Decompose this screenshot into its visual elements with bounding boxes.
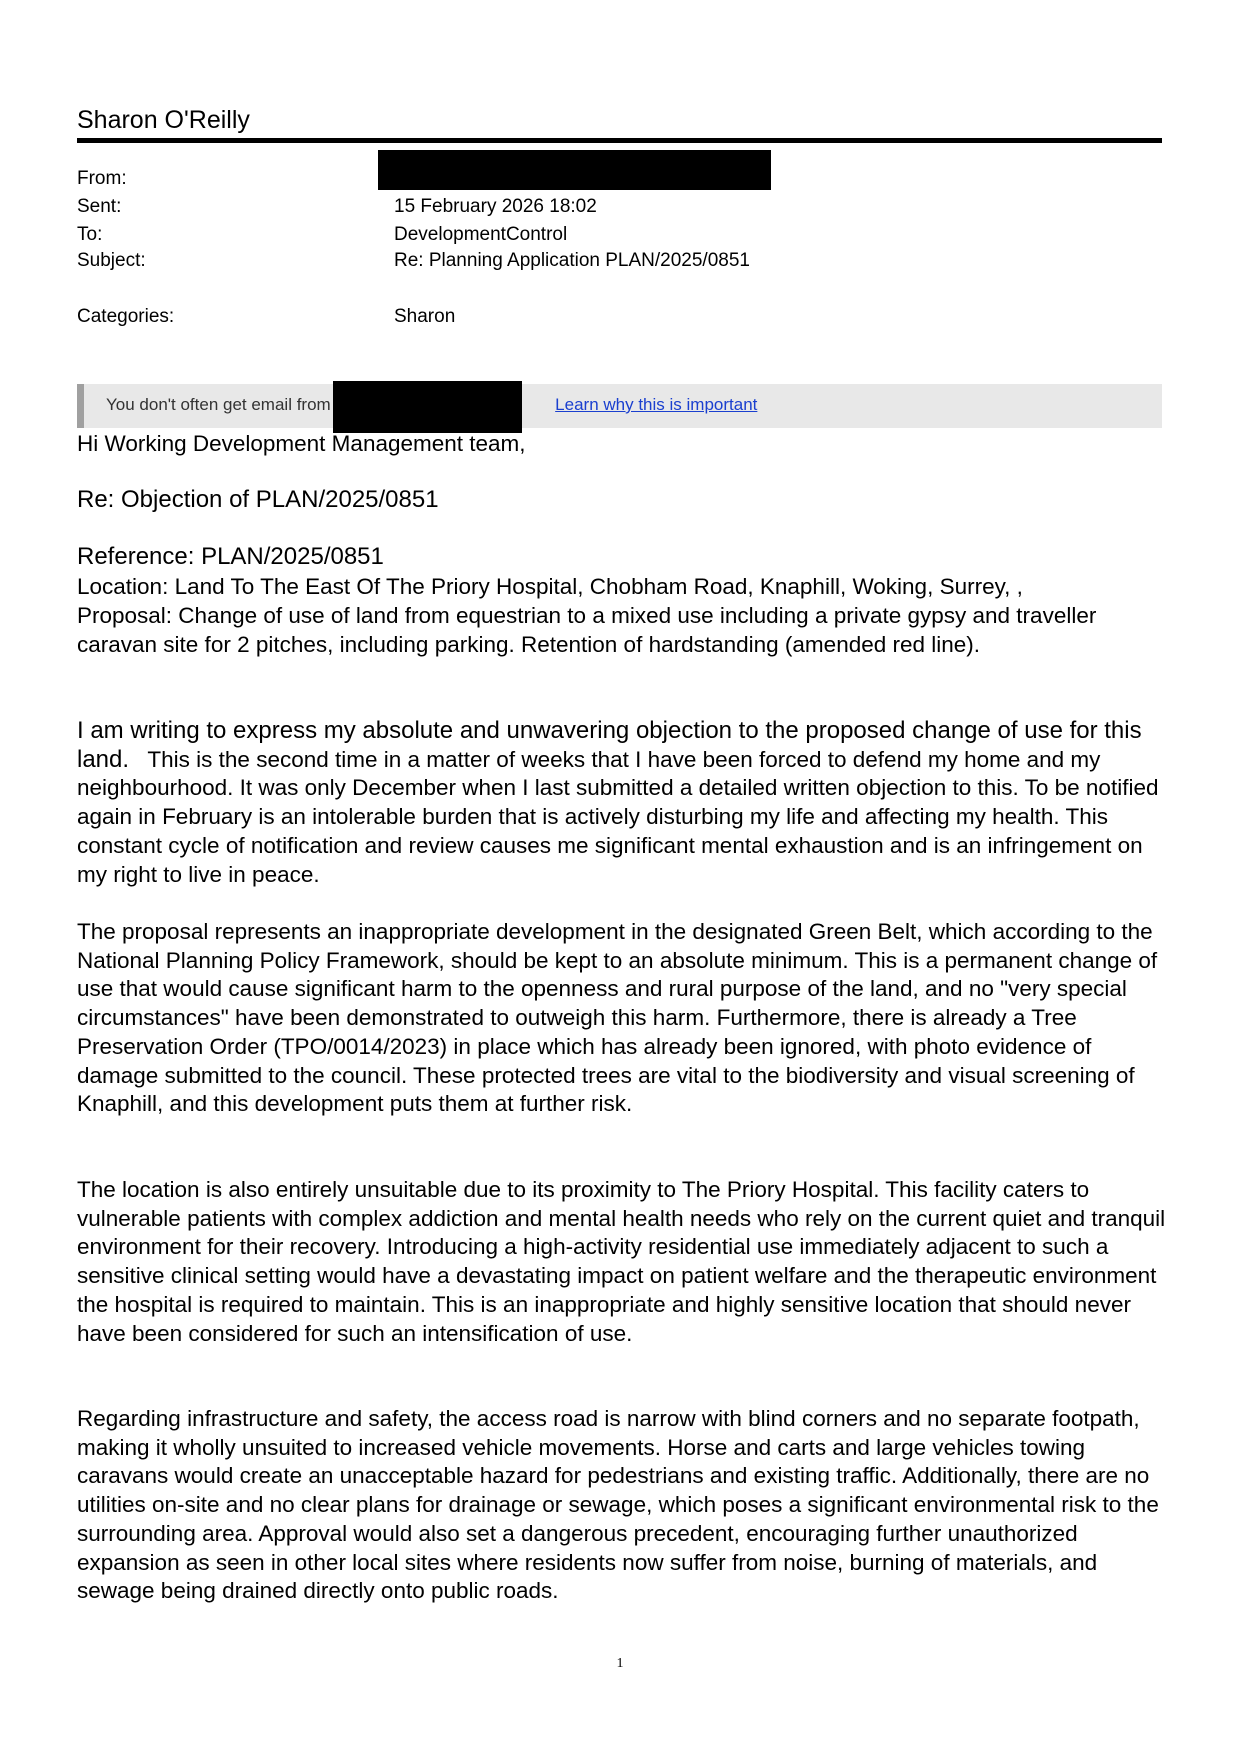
reference-heading: Reference: PLAN/2025/0851	[77, 543, 384, 570]
external-sender-banner	[77, 384, 1162, 428]
page-number: 1	[616, 1656, 624, 1671]
learn-why-link[interactable]: Learn why this is important	[555, 395, 758, 414]
paragraph-4: Regarding infrastructure and safety, the access road is narrow with blind corners and no separate footpath, making it wholly unsuited to increased vehicle movements. Horse and carts and large vehicles towing caravans would create an unacceptable hazard for pedestrians and existing traffic. Additionally, there are no utilities on-site and no clear plans for drainage or sewage, which poses a significant environmental risk to the surrounding area. Approval would also set a dangerous precedent, encouraging further unauthorized expansion as seen in other local sites where residents now suffer from noise, burning of materials, and sewage being drained directly onto public roads.	[77, 1406, 1159, 1604]
sent-value: 15 February 2026 18:02	[394, 196, 597, 217]
location-line: Location: Land To The East Of The Priory Hospital, Chobham Road, Knaphill, Woking, Surrey, ,	[77, 574, 1023, 599]
subject-value: Re: Planning Application PLAN/2025/0851	[394, 250, 750, 271]
paragraph-1-lead: I am writing to express my absolute and unwavering objection to the proposed change of use for this land.	[77, 717, 1142, 773]
to-value: DevelopmentControl	[394, 224, 568, 245]
objection-heading: Re: Objection of PLAN/2025/0851	[77, 486, 439, 513]
paragraph-1	[77, 717, 1167, 889]
banner-text: You don't often get email from	[106, 395, 331, 414]
to-label: To:	[77, 224, 103, 245]
sender-name: Sharon O'Reilly	[77, 106, 250, 134]
categories-value: Sharon	[394, 306, 456, 327]
sent-label: Sent:	[77, 196, 122, 217]
proposal-text: Proposal: Change of use of land from equestrian to a mixed use including a private gypsy and traveller caravan site for 2 pitches, including parking. Retention of hardstanding (amended red line).	[77, 603, 1097, 657]
categories-label: Categories:	[77, 306, 175, 327]
paragraph-3: The location is also entirely unsuitable due to its proximity to The Priory Hospital. This facility caters to vulnerable patients with complex addiction and mental health needs who rely on the current quiet and tranquil environment for their recovery. Introducing a high-activity residential use immediately adjacent to such a sensitive clinical setting would have a devastating impact on patient welfare and the therapeutic environment the hospital is required to maintain. This is an inappropriate and highly sensitive location that should never have been considered for such an intensification of use.	[77, 1177, 1166, 1346]
subject-label: Subject:	[77, 250, 146, 271]
paragraph-1-rest: This is the second time in a matter of weeks that I have been forced to defend my home and my neighbourhood. It was only December when I last submitted a detailed written objection to this. To be notified again in February is an intolerable burden that is actively disturbing my life and affecting my health. This constant cycle of notification and review causes me significant mental exhaustion and is an infringement on my right to live in peace.	[77, 746, 1159, 887]
header-rule	[77, 138, 1162, 143]
from-label: From:	[77, 168, 127, 189]
greeting: Hi Working Development Management team,	[77, 431, 526, 456]
redaction-from	[378, 150, 771, 190]
paragraph-2: The proposal represents an inappropriate development in the designated Green Belt, which according to the National Planning Policy Framework, should be kept to an absolute minimum. This is a permanent change of use that would cause significant harm to the openness and rural purpose of the land, and no "very special circumstances" have been demonstrated to outweigh this harm. Furthermore, there is already a Tree Preservation Order (TPO/0014/2023) in place which has already been ignored, with photo evidence of damage submitted to the council. These protected trees are vital to the biodiversity and visual screening of Knaphill, and this development puts them at further risk.	[77, 919, 1158, 1117]
redaction-sender	[333, 381, 522, 433]
